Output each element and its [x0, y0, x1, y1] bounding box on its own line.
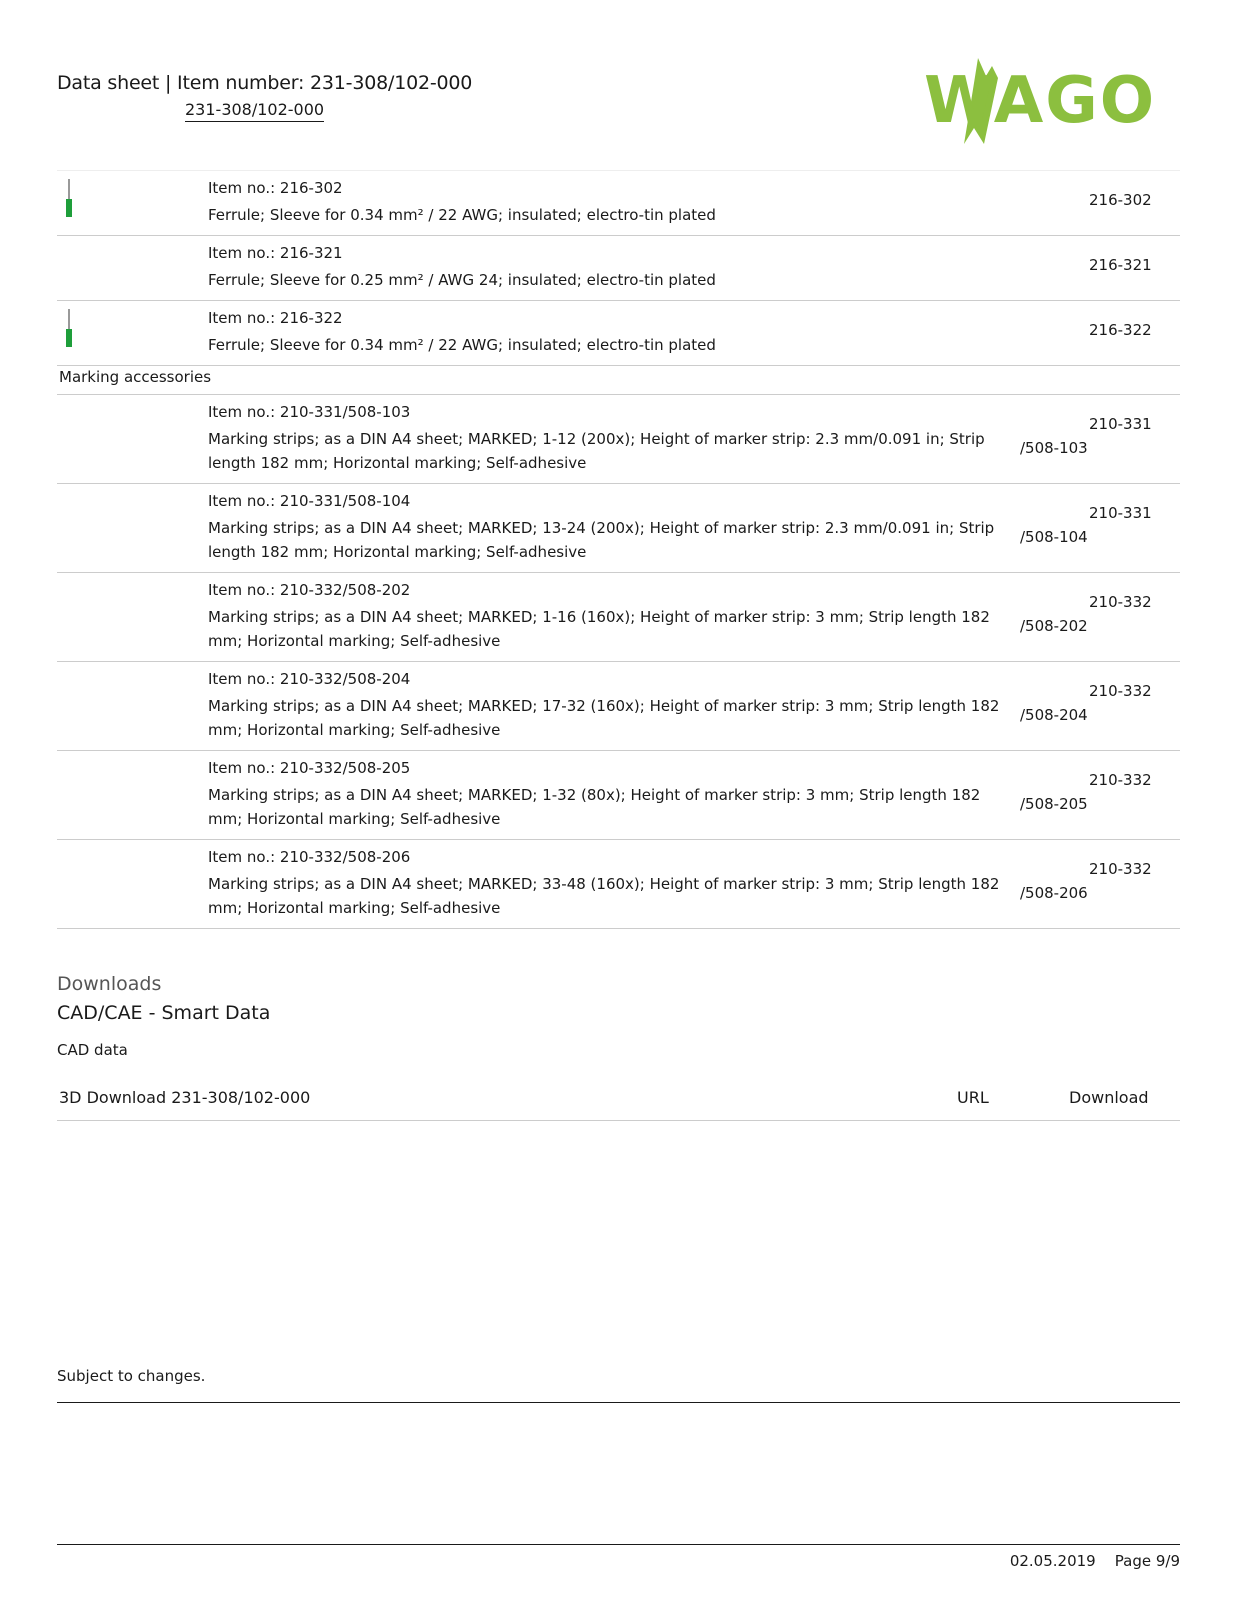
downloads-subheading: CAD/CAE - Smart Data — [57, 1002, 271, 1024]
table-row — [57, 395, 1180, 484]
table-row — [57, 840, 1180, 929]
item-code-suffix: /508-206 — [1020, 886, 1088, 901]
item-code-suffix: /508-204 — [1020, 708, 1088, 723]
item-code-suffix: /508-205 — [1020, 797, 1088, 812]
item-code-suffix: /508-104 — [1020, 530, 1088, 545]
downloads-heading: Downloads — [57, 973, 162, 995]
item-title: Item no.: 216-322 — [208, 309, 343, 327]
footer-rule-top — [57, 1402, 1180, 1403]
item-code[interactable]: 216-321 — [1089, 256, 1152, 274]
table-row — [57, 751, 1180, 840]
ferrule-image — [63, 179, 75, 219]
item-number-link[interactable]: 231-308/102-000 — [185, 100, 324, 122]
item-title: Item no.: 210-332/508-205 — [208, 759, 411, 777]
item-title: Item no.: 210-332/508-204 — [208, 670, 411, 688]
item-code[interactable]: 216-302 — [1089, 191, 1152, 209]
section-label-marking: Marking accessories — [59, 368, 212, 386]
item-code[interactable]: 210-332 — [1089, 593, 1152, 611]
table-row — [57, 236, 1180, 301]
item-code[interactable]: 210-332 — [1089, 771, 1152, 789]
item-title: Item no.: 210-331/508-103 — [208, 403, 411, 421]
item-code[interactable]: 210-331 — [1089, 415, 1152, 433]
cad-download-link[interactable]: Download — [1069, 1088, 1149, 1107]
footer-rule-bottom — [57, 1544, 1180, 1545]
item-description: Ferrule; Sleeve for 0.25 mm² / AWG 24; insulated; electro-tin plated — [208, 271, 716, 289]
item-code-suffix: /508-202 — [1020, 619, 1088, 634]
item-description: Marking strips; as a DIN A4 sheet; MARKED; 1-16 (160x); Height of marker strip: 3 mm; Strip length 182 mm; Horizontal marking; Self-adhesive — [208, 608, 990, 650]
item-code[interactable]: 210-332 — [1089, 682, 1152, 700]
subject-to-changes: Subject to changes. — [57, 1367, 206, 1385]
wago-logo — [924, 58, 1176, 144]
cad-download-row — [57, 1074, 1180, 1121]
cad-download-name: 3D Download 231-308/102-000 — [59, 1088, 311, 1107]
item-description: Marking strips; as a DIN A4 sheet; MARKED; 1-12 (200x); Height of marker strip: 2.3 mm/0.091 in; Strip length 182 mm; Horizontal marking; Self-adhesive — [208, 430, 985, 472]
item-title: Item no.: 210-331/508-104 — [208, 492, 411, 510]
table-row — [57, 171, 1180, 236]
logo-text: WAGO — [924, 64, 1157, 138]
item-code-suffix: /508-103 — [1020, 441, 1088, 456]
item-code[interactable]: 216-322 — [1089, 321, 1152, 339]
cad-data-label: CAD data — [57, 1041, 128, 1059]
item-title: Item no.: 216-321 — [208, 244, 343, 262]
item-description: Ferrule; Sleeve for 0.34 mm² / 22 AWG; insulated; electro-tin plated — [208, 206, 716, 224]
item-description: Ferrule; Sleeve for 0.34 mm² / 22 AWG; insulated; electro-tin plated — [208, 336, 716, 354]
item-description: Marking strips; as a DIN A4 sheet; MARKED; 13-24 (200x); Height of marker strip: 2.3 mm/0.091 in; Strip length 182 mm; Horizontal marking; Self-adhesive — [208, 519, 995, 561]
item-title: Item no.: 210-332/508-202 — [208, 581, 411, 599]
table-row — [57, 484, 1180, 573]
cad-url-link[interactable]: URL — [957, 1088, 989, 1107]
item-description: Marking strips; as a DIN A4 sheet; MARKED; 33-48 (160x); Height of marker strip: 3 mm; Strip length 182 mm; Horizontal marking; Self-adhesive — [208, 875, 1000, 917]
item-description: Marking strips; as a DIN A4 sheet; MARKED; 1-32 (80x); Height of marker strip: 3 mm; Strip length 182 mm; Horizontal marking; Self-adhesive — [208, 786, 981, 828]
table-row — [57, 573, 1180, 662]
item-code[interactable]: 210-332 — [1089, 860, 1152, 878]
item-title: Item no.: 216-302 — [208, 179, 343, 197]
table-row — [57, 301, 1180, 366]
footer-date-page: 02.05.2019 Page 9/9 — [1009, 1552, 1180, 1570]
item-code[interactable]: 210-331 — [1089, 504, 1152, 522]
item-title: Item no.: 210-332/508-206 — [208, 848, 411, 866]
page-title: Data sheet | Item number: 231-308/102-000 — [57, 72, 473, 94]
item-description: Marking strips; as a DIN A4 sheet; MARKED; 17-32 (160x); Height of marker strip: 3 mm; Strip length 182 mm; Horizontal marking; Self-adhesive — [208, 697, 1000, 739]
table-row — [57, 662, 1180, 751]
ferrule-image — [63, 309, 75, 349]
